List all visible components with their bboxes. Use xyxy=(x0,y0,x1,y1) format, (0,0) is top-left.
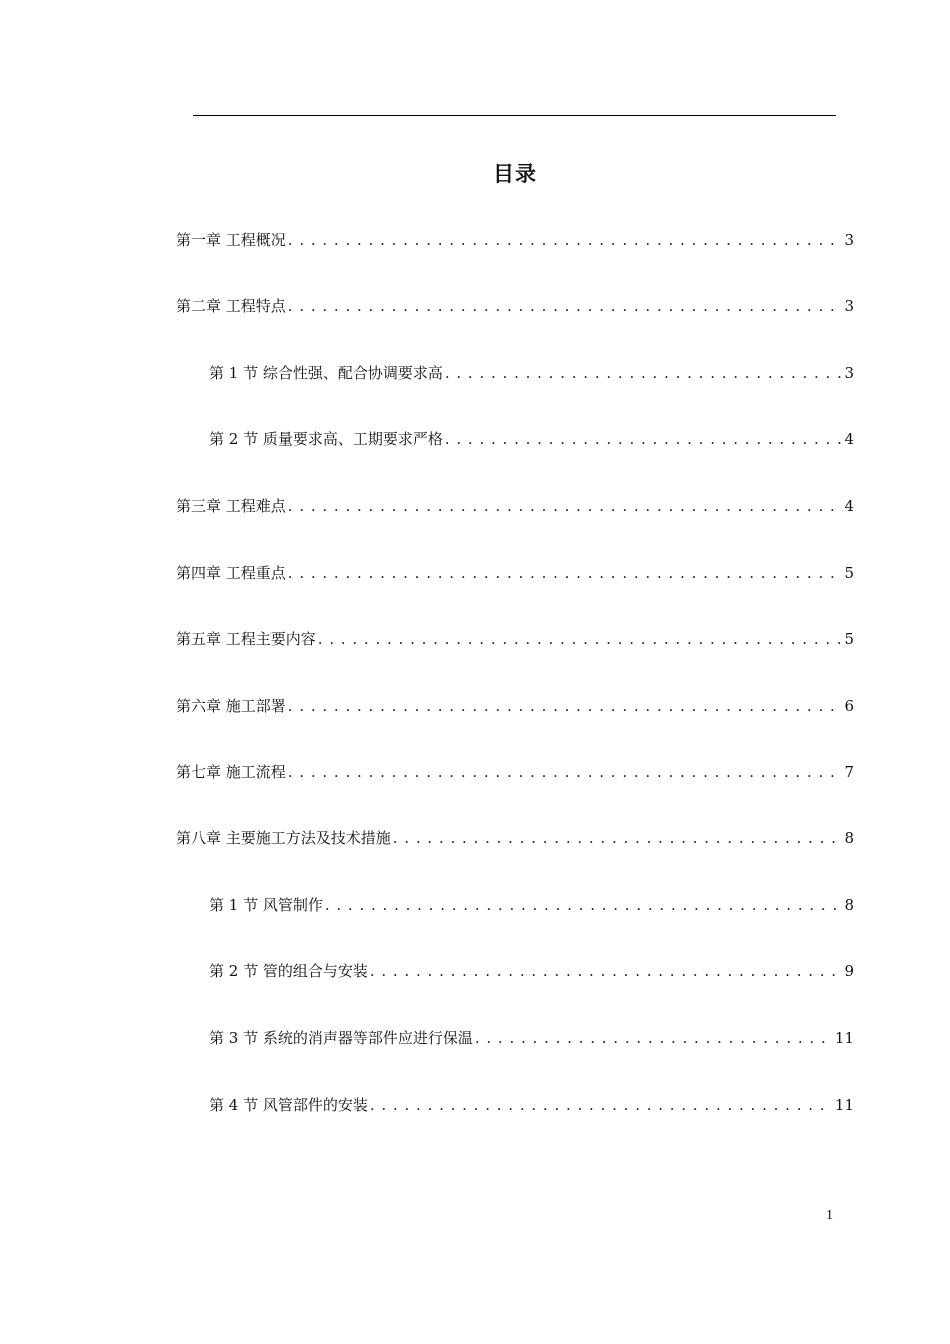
toc-entry-page: 11 xyxy=(834,1029,854,1047)
toc-entry[interactable] xyxy=(209,960,854,982)
toc-dot-leader xyxy=(288,295,842,317)
toc-entry-page: 9 xyxy=(844,962,854,980)
toc-entry[interactable] xyxy=(209,1094,854,1116)
toc-entry-page: 6 xyxy=(844,697,854,715)
toc-entry-label: 第 1 节 风管制作 xyxy=(209,896,323,914)
toc-entry-label: 第六章 施工部署 xyxy=(176,697,286,715)
toc-dot-leader xyxy=(288,495,842,517)
toc-dot-leader xyxy=(370,960,842,982)
toc-entry[interactable] xyxy=(176,695,854,717)
toc-dot-leader xyxy=(288,229,842,251)
toc-entry-label: 第 3 节 系统的消声器等部件应进行保温 xyxy=(209,1029,473,1047)
toc-entry-page: 4 xyxy=(844,430,854,448)
toc-dot-leader xyxy=(288,695,842,717)
toc-entry-label: 第三章 工程难点 xyxy=(176,497,286,515)
toc-entry-page: 7 xyxy=(844,763,854,781)
toc-entry-page: 5 xyxy=(844,564,854,582)
toc-entry[interactable] xyxy=(176,827,854,849)
toc-entry-page: 5 xyxy=(844,630,854,648)
toc-entry[interactable] xyxy=(176,295,854,317)
toc-entry-label: 第 2 节 管的组合与安装 xyxy=(209,962,368,980)
toc-entry-page: 4 xyxy=(844,497,854,515)
toc-entry[interactable] xyxy=(176,495,854,517)
toc-title: 目录 xyxy=(493,161,537,186)
toc-entry-label: 第一章 工程概况 xyxy=(176,231,286,249)
toc-entry[interactable] xyxy=(209,428,854,450)
toc-entry-page: 8 xyxy=(844,829,854,847)
toc-entry-label: 第七章 施工流程 xyxy=(176,763,286,781)
toc-entry-label: 第八章 主要施工方法及技术措施 xyxy=(176,829,391,847)
toc-dot-leader xyxy=(393,827,842,849)
toc-dot-leader xyxy=(288,562,842,584)
toc-entry[interactable] xyxy=(176,562,854,584)
toc-entry[interactable] xyxy=(176,761,854,783)
toc-dot-leader xyxy=(475,1027,832,1049)
toc-dot-leader xyxy=(370,1094,832,1116)
toc-entry-page: 3 xyxy=(844,297,854,315)
toc-entry-label: 第五章 工程主要内容 xyxy=(176,630,316,648)
toc-entry[interactable] xyxy=(209,362,854,384)
toc-entry-label: 第 4 节 风管部件的安装 xyxy=(209,1096,368,1114)
toc-entry[interactable] xyxy=(176,628,854,650)
toc-entry[interactable] xyxy=(209,1027,854,1049)
toc-entry-page: 11 xyxy=(834,1096,854,1114)
toc-entry-page: 3 xyxy=(844,231,854,249)
toc-dot-leader xyxy=(318,628,842,650)
toc-dot-leader xyxy=(325,894,842,916)
toc-dot-leader xyxy=(445,362,842,384)
toc-dot-leader xyxy=(445,428,842,450)
page-number: 1 xyxy=(826,1208,833,1223)
toc-entry[interactable] xyxy=(209,894,854,916)
toc-entry-label: 第四章 工程重点 xyxy=(176,564,286,582)
toc-entry-label: 第二章 工程特点 xyxy=(176,297,286,315)
toc-entry[interactable] xyxy=(176,229,854,251)
toc-dot-leader xyxy=(288,761,842,783)
toc-entry-page: 3 xyxy=(844,364,854,382)
toc-entry-label: 第 2 节 质量要求高、工期要求严格 xyxy=(209,430,443,448)
toc-entry-page: 8 xyxy=(844,896,854,914)
toc-entry-label: 第 1 节 综合性强、配合协调要求高 xyxy=(209,364,443,382)
